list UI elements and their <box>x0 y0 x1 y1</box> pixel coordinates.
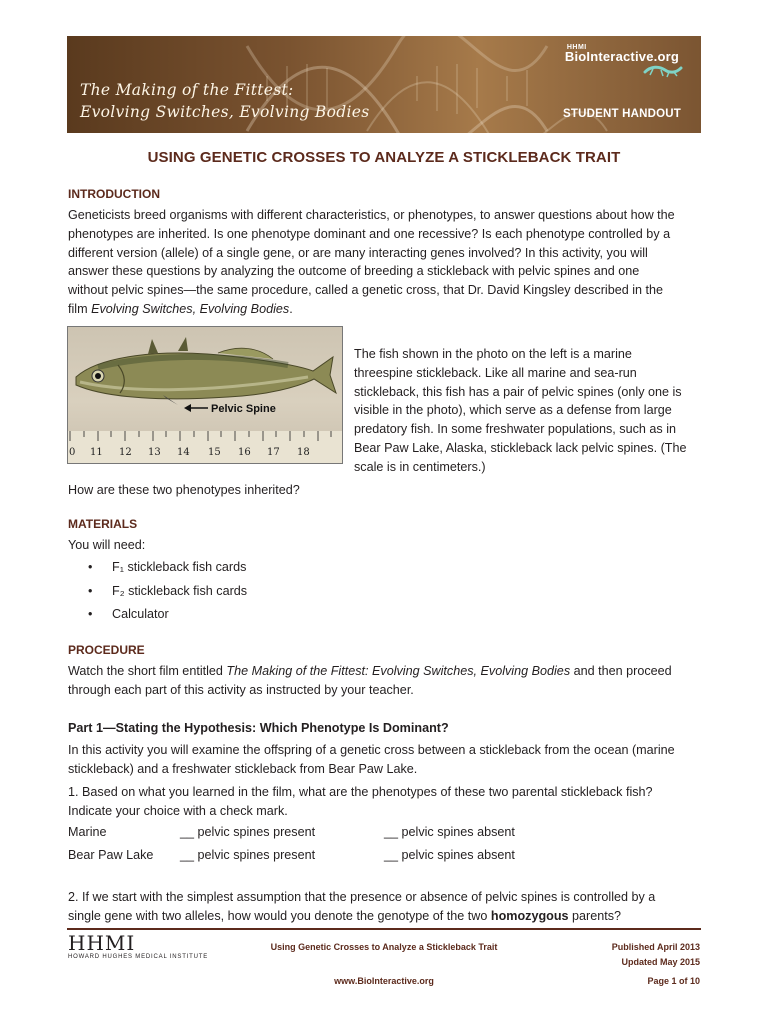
side-line: threespine stickleback. Like all marine and sea-run <box>354 365 637 380</box>
marine-spines-absent-option[interactable]: __ pelvic spines absent <box>384 825 515 839</box>
brand-hhmi: HHMI <box>566 44 587 51</box>
bullet-icon: • <box>88 560 93 574</box>
q2-suffix: parents? <box>568 908 622 923</box>
gecko-icon <box>643 62 683 78</box>
document-title: USING GENETIC CROSSES TO ANALYZE A STICKLEBACK TRAIT <box>147 149 621 166</box>
side-line: visible in the photo), which serve as a defense from large <box>354 403 672 418</box>
ruler-number: 11 <box>90 447 103 458</box>
header-banner <box>67 36 701 133</box>
footer-divider <box>67 928 701 930</box>
row-label-bear-paw-lake: Bear Paw Lake <box>68 848 154 862</box>
material-item: F₁ stickleback fish cards <box>112 560 247 574</box>
stickleback-fish-illustration <box>68 327 342 463</box>
bullet-icon: • <box>88 607 93 621</box>
intro-line: different version (allele) of a single gene, or are many interacting genes involved? In this activity, you will <box>68 245 648 260</box>
intro-line: Geneticists breed organisms with different characteristics, or phenotypes, to answer questions about how the <box>68 208 675 222</box>
ruler-number: 16 <box>238 447 251 458</box>
bear-paw-spines-present-option[interactable]: __ pelvic spines present <box>180 848 316 862</box>
part1-line: stickleback) and a freshwater stickleback from Bear Paw Lake. <box>68 761 418 776</box>
intro-line: without pelvic spines—the same procedure, called a genetic cross, that Dr. David Kingsley described in the <box>68 283 664 298</box>
material-item: F₂ stickleback fish cards <box>112 583 248 598</box>
part1-heading: Part 1—Stating the Hypothesis: Which Phenotype Is Dominant? <box>68 721 449 735</box>
part1-paragraph <box>68 741 675 779</box>
procedure-suffix: and then proceed <box>570 664 672 678</box>
bear-paw-spines-absent-option[interactable]: __ pelvic spines absent <box>384 848 515 862</box>
part1-line: In this activity you will examine the offspring of a genetic cross between a stickleback from the ocean (marine <box>68 743 675 757</box>
intro-last-prefix: film <box>68 301 92 316</box>
side-line: Bear Paw Lake, Alaska, stickleback lack pelvic spines. (The <box>354 440 687 455</box>
homozygous-bold: homozygous <box>490 908 569 923</box>
question-line: 2. If we start with the simplest assumption that the presence or absence of pelvic spines is controlled by a <box>68 890 656 904</box>
intro-line: phenotypes are inherited. Is one phenotype dominant and one recessive? Is each phenotype controlled by a <box>68 226 671 241</box>
ruler-number: 12 <box>119 447 132 458</box>
materials-heading: MATERIALS <box>68 517 138 531</box>
marine-spines-present-option[interactable]: __ pelvic spines present <box>180 825 316 839</box>
intro-line-last <box>68 300 675 319</box>
biointeractive-logo <box>565 44 679 64</box>
photo-description <box>354 345 687 477</box>
footer-page-number: Page 1 of 10 <box>647 976 700 986</box>
procedure-paragraph <box>68 662 672 700</box>
bullet-icon: • <box>88 583 93 598</box>
procedure-prefix: Watch the short film entitled <box>68 664 227 678</box>
banner-title-line1: The Making of the Fittest: <box>80 81 294 99</box>
ruler-number: 15 <box>208 447 221 458</box>
side-line: scale is in centimeters.) <box>354 459 486 474</box>
introduction-heading: INTRODUCTION <box>68 187 160 201</box>
question-1 <box>68 783 653 821</box>
brand-name: BioInteractive.org <box>564 49 679 64</box>
side-line: predatory fish. In some freshwater populations, such as in <box>354 422 677 437</box>
footer-published: Published April 2013 <box>611 942 700 952</box>
intro-line: answer these questions by analyzing the outcome of breeding a stickleback with pelvic spines and one <box>68 264 640 279</box>
film-title-italic: Evolving Switches, Evolving Bodies <box>91 301 290 316</box>
intro-last-suffix: . <box>289 301 293 316</box>
ruler-number: 13 <box>148 447 161 458</box>
side-line: stickleback, this fish has a pair of pelvic spines (only one is <box>354 384 682 399</box>
list-item <box>88 556 247 580</box>
footer-updated: Updated May 2015 <box>621 957 700 967</box>
question-line <box>68 907 655 926</box>
hhmi-logo-subtitle: HOWARD HUGHES MEDICAL INSTITUTE <box>68 954 209 960</box>
list-item <box>88 580 247 604</box>
question-line: 1. Based on what you learned in the film, what are the phenotypes of these two parental stickleback fish? <box>68 785 653 799</box>
student-handout-label: STUDENT HANDOUT <box>563 108 681 120</box>
film-title-italic: The Making of the Fittest: Evolving Switches, Evolving Bodies <box>226 664 571 678</box>
procedure-line: through each part of this activity as instructed by your teacher. <box>68 682 414 697</box>
ruler-number: 17 <box>267 447 280 458</box>
procedure-line <box>68 662 672 681</box>
question-line: Indicate your choice with a check mark. <box>68 803 288 818</box>
ruler-number: 14 <box>177 447 190 458</box>
material-item: Calculator <box>112 607 169 621</box>
banner-title <box>80 79 369 123</box>
footer-website-link[interactable]: www.BioInteractive.org <box>334 976 434 986</box>
pelvic-spine-label: Pelvic Spine <box>211 403 276 415</box>
footer-title: Using Genetic Crosses to Analyze a Stickleback Trait <box>270 942 498 952</box>
materials-list <box>88 556 247 627</box>
materials-intro: You will need: <box>68 538 146 552</box>
procedure-heading: PROCEDURE <box>68 643 145 657</box>
q2-prefix: single gene with two alleles, how would you denote the genotype of the two <box>68 908 491 923</box>
stickleback-photo <box>67 326 343 464</box>
question-2 <box>68 888 655 926</box>
list-item <box>88 603 247 627</box>
ruler-number: 0 <box>69 447 76 458</box>
ruler-number: 18 <box>297 447 310 458</box>
introduction-paragraph <box>68 206 675 319</box>
banner-title-line2: Evolving Switches, Evolving Bodies <box>80 103 370 121</box>
hhmi-logo: HHMI <box>68 931 136 955</box>
side-line: The fish shown in the photo on the left is a marine <box>354 347 632 361</box>
inheritance-question: How are these two phenotypes inherited? <box>68 483 300 497</box>
row-label-marine: Marine <box>68 825 107 839</box>
